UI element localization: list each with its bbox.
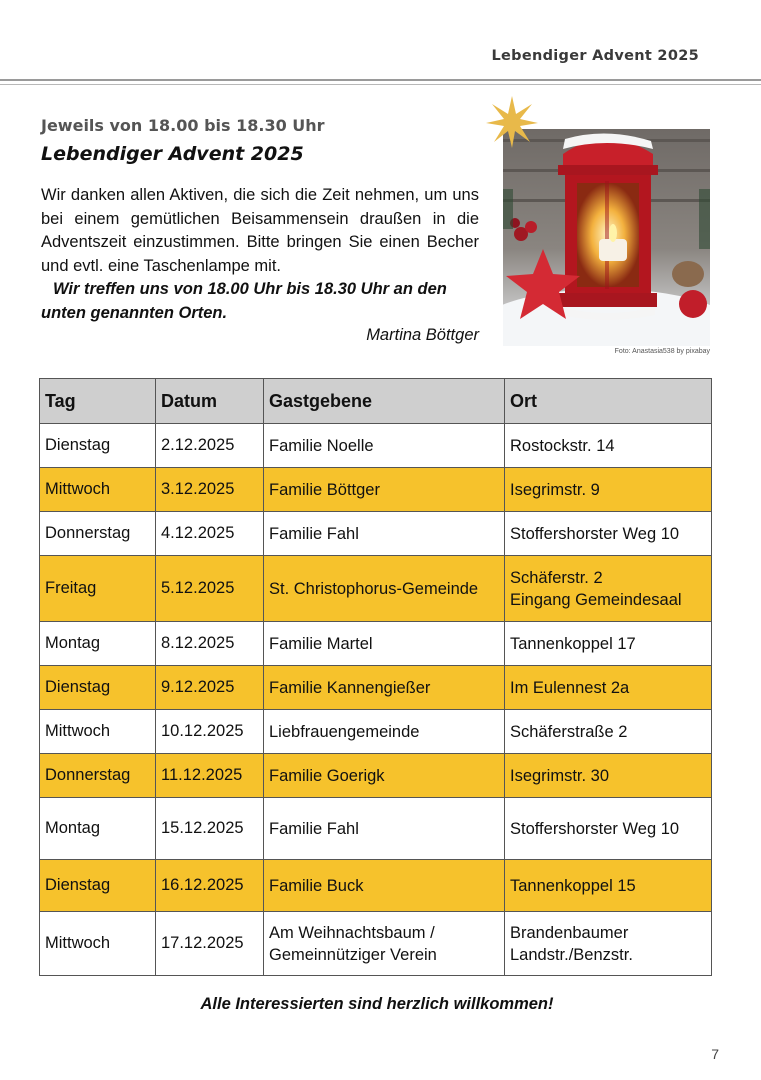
place-cell-line: Isegrimstr. 30 [510, 766, 610, 785]
day-cell: Dienstag [40, 860, 156, 912]
header-rule-thin [0, 84, 761, 85]
photo-credit: Foto: Anastasia538 by pixabay [614, 348, 710, 355]
date-cell: 11.12.2025 [156, 754, 264, 798]
page-number: 7 [711, 1046, 719, 1062]
date-cell: 4.12.2025 [156, 512, 264, 556]
host-cell-line: Am Weihnachtsbaum / [269, 923, 435, 942]
place-cell-line: Landstr./Benzstr. [510, 945, 633, 964]
day-cell: Mittwoch [40, 710, 156, 754]
place-cell-line: Isegrimstr. 9 [510, 480, 600, 499]
place-cell-line: Stoffershorster Weg 10 [510, 819, 680, 838]
article-time-line: Jeweils von 18.00 bis 18.30 Uhr [41, 116, 325, 135]
date-cell: 3.12.2025 [156, 468, 264, 512]
column-header-date: Datum [156, 379, 264, 424]
gold-star-icon [486, 96, 538, 148]
place-cell [505, 912, 712, 976]
day-cell: Montag [40, 798, 156, 860]
article-author: Martina Böttger [366, 326, 479, 344]
host-cell-line: Familie Goerigk [269, 766, 385, 785]
table-header-row [40, 379, 712, 424]
table-row [40, 710, 712, 754]
table-row [40, 860, 712, 912]
place-cell-line: Rostockstr. 14 [510, 436, 615, 455]
host-cell [264, 512, 505, 556]
place-cell-line: Im Eulennest 2a [510, 678, 630, 697]
place-cell [505, 666, 712, 710]
table-row [40, 798, 712, 860]
article-body: Wir danken allen Aktiven, die sich die Zeit nehmen, um uns bei einem gemütlichen Beisammensein draußen in die Adventszeit einzustimmen. Bitte bringen Sie einen Becher und evtl. eine Taschenlampe mit. [41, 186, 479, 275]
article-title: Lebendiger Advent 2025 [41, 143, 304, 165]
host-cell-line: Familie Martel [269, 634, 373, 653]
place-cell [505, 556, 712, 622]
host-cell-line: Familie Böttger [269, 480, 380, 499]
host-cell [264, 424, 505, 468]
table-row [40, 468, 712, 512]
date-cell: 10.12.2025 [156, 710, 264, 754]
host-cell-line: Familie Fahl [269, 524, 359, 543]
place-cell [505, 424, 712, 468]
place-cell-line: Schäferstraße 2 [510, 722, 628, 741]
day-cell: Mittwoch [40, 468, 156, 512]
host-cell-line: Familie Kannengießer [269, 678, 431, 697]
day-cell: Dienstag [40, 666, 156, 710]
place-cell [505, 512, 712, 556]
place-cell-line: Tannenkoppel 15 [510, 876, 636, 895]
table-row [40, 666, 712, 710]
host-cell [264, 622, 505, 666]
table-row [40, 556, 712, 622]
day-cell: Donnerstag [40, 512, 156, 556]
host-cell [264, 468, 505, 512]
place-cell-line: Stoffershorster Weg 10 [510, 524, 680, 543]
closing-line: Alle Interessierten sind herzlich willkommen! [200, 995, 554, 1013]
running-header-title: Lebendiger Advent 2025 [491, 48, 699, 64]
day-cell: Dienstag [40, 424, 156, 468]
place-cell-line: Eingang Gemeindesaal [510, 590, 682, 609]
day-cell: Montag [40, 622, 156, 666]
host-cell [264, 912, 505, 976]
header-rule [0, 79, 761, 81]
place-cell [505, 622, 712, 666]
host-cell-line: Familie Noelle [269, 436, 374, 455]
host-cell [264, 860, 505, 912]
date-cell: 17.12.2025 [156, 912, 264, 976]
table-row [40, 512, 712, 556]
host-cell [264, 556, 505, 622]
column-header-host: Gastgebene [264, 379, 505, 424]
date-cell: 9.12.2025 [156, 666, 264, 710]
date-cell: 5.12.2025 [156, 556, 264, 622]
place-cell-line: Tannenkoppel 17 [510, 634, 636, 653]
place-cell [505, 468, 712, 512]
day-cell: Freitag [40, 556, 156, 622]
table-row [40, 754, 712, 798]
place-cell [505, 798, 712, 860]
date-cell: 2.12.2025 [156, 424, 264, 468]
host-cell [264, 754, 505, 798]
place-cell-line: Brandenbaumer [510, 923, 629, 942]
day-cell: Donnerstag [40, 754, 156, 798]
date-cell: 15.12.2025 [156, 798, 264, 860]
place-cell [505, 710, 712, 754]
article-emphasis-text: Wir treffen uns von 18.00 Uhr bis 18.30 Uhr an den unten genannten Orten. [41, 280, 447, 322]
column-header-day: Tag [40, 379, 156, 424]
table-row [40, 424, 712, 468]
host-cell-line: St. Christophorus-Gemeinde [269, 579, 479, 598]
place-cell [505, 860, 712, 912]
article-emphasis [41, 278, 481, 325]
schedule-table [39, 378, 712, 976]
host-cell-line: Familie Buck [269, 876, 364, 895]
date-cell: 16.12.2025 [156, 860, 264, 912]
host-cell [264, 666, 505, 710]
schedule-body [40, 424, 712, 976]
place-cell-line: Schäferstr. 2 [510, 568, 603, 587]
date-cell: 8.12.2025 [156, 622, 264, 666]
host-cell [264, 798, 505, 860]
host-cell-line: Gemeinnütziger Verein [269, 945, 437, 964]
place-cell [505, 754, 712, 798]
table-row [40, 912, 712, 976]
day-cell: Mittwoch [40, 912, 156, 976]
table-row [40, 622, 712, 666]
column-header-place: Ort [505, 379, 712, 424]
host-cell-line: Familie Fahl [269, 819, 359, 838]
host-cell [264, 710, 505, 754]
lantern-photo [503, 129, 710, 346]
host-cell-line: Liebfrauengemeinde [269, 722, 420, 741]
